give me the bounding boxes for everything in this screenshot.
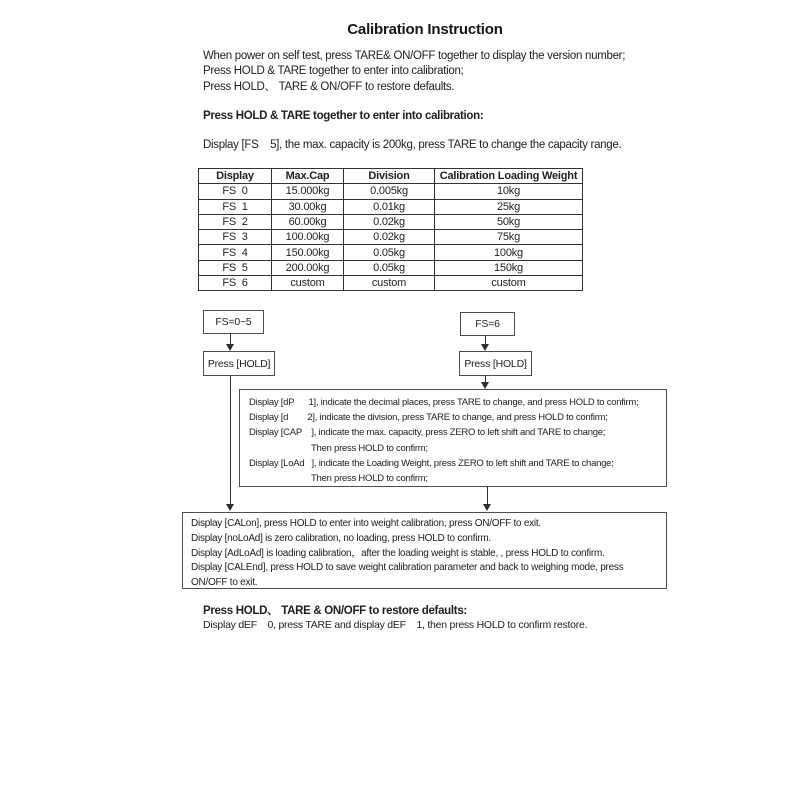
cell: 150kg: [435, 260, 583, 275]
cell: FS 2: [199, 214, 272, 229]
cell: 0.005kg: [344, 184, 435, 199]
custom-box-line: Then press HOLD to confirm;: [311, 442, 428, 454]
down-arrow-icon: [481, 335, 490, 351]
cell: FS 6: [199, 276, 272, 291]
cell: FS 5: [199, 260, 272, 275]
cell: custom: [435, 276, 583, 291]
cell: 150.00kg: [272, 245, 344, 260]
flow-box-press-hold-left: Press [HOLD]: [203, 351, 275, 376]
cell: 200.00kg: [272, 260, 344, 275]
flow-box-fs6: FS=6: [460, 312, 515, 336]
cell: custom: [272, 276, 344, 291]
down-arrow-icon: [226, 333, 235, 351]
table-row: [199, 199, 583, 214]
col-header-maxcap: Max.Cap: [272, 169, 344, 184]
result-box-line: ON/OFF to exit.: [191, 577, 258, 589]
page-title: Calibration Instruction: [347, 21, 503, 38]
cell: 15.000kg: [272, 184, 344, 199]
cell: 60.00kg: [272, 214, 344, 229]
intro-line: Press HOLD & TARE together to enter into calibration;: [203, 65, 464, 78]
cell: 0.05kg: [344, 245, 435, 260]
table-row: [199, 260, 583, 275]
down-arrow-icon: [483, 487, 492, 511]
table-header-row: [199, 169, 583, 184]
col-header-division: Division: [344, 169, 435, 184]
down-arrow-icon: [226, 375, 235, 511]
weight-calibration-box: [182, 512, 667, 589]
result-box-line: Display [AdLoAd] is loading calibration，after the loading weight is stable, , press HOLD to confirm.: [191, 547, 605, 559]
cell: 100kg: [435, 245, 583, 260]
cell: FS 4: [199, 245, 272, 260]
flow-box-press-hold-right: Press [HOLD]: [459, 351, 532, 376]
cell: custom: [344, 276, 435, 291]
result-box-line: Display [CALon], press HOLD to enter into weight calibration, press ON/OFF to exit.: [191, 518, 541, 529]
custom-parameter-box: [239, 389, 667, 487]
flow-box-fs05: FS=0~5: [203, 310, 264, 334]
down-arrow-icon: [481, 375, 490, 389]
cell: 100.00kg: [272, 230, 344, 245]
cell: 10kg: [435, 184, 583, 199]
custom-box-line: Display [CAP ], indicate the max. capacity, press ZERO to left shift and TARE to change;: [249, 427, 606, 439]
custom-box-line: Then press HOLD to confirm;: [311, 473, 428, 485]
cell: 25kg: [435, 199, 583, 214]
restore-defaults-heading: Press HOLD、 TARE & ON/OFF to restore defaults:: [203, 605, 467, 617]
cell: 0.02kg: [344, 214, 435, 229]
table-row: [199, 276, 583, 291]
table-row: [199, 184, 583, 199]
cell: FS 1: [199, 199, 272, 214]
intro-line: When power on self test, press TARE& ON/OFF together to display the version number;: [203, 50, 626, 62]
intro-paragraph: [203, 49, 625, 95]
cell: 0.05kg: [344, 260, 435, 275]
capacity-range-note: Display [FS 5], the max. capacity is 200kg, press TARE to change the capacity range.: [203, 139, 622, 151]
cell: 50kg: [435, 214, 583, 229]
restore-defaults-line: Display dEF 0, press TARE and display dEF 1, then press HOLD to confirm restore.: [203, 619, 588, 631]
custom-box-line: Display [d 2], indicate the division, press TARE to change, and press HOLD to confirm;: [249, 412, 608, 424]
col-header-display: Display: [199, 169, 272, 184]
custom-box-line: Display [LoAd ], indicate the Loading Weight, press ZERO to left shift and TARE to change;: [249, 457, 614, 469]
cell: 75kg: [435, 230, 583, 245]
cell: 0.02kg: [344, 230, 435, 245]
calibration-section-heading: Press HOLD & TARE together to enter into calibration:: [203, 110, 484, 122]
intro-line: Press HOLD、 TARE & ON/OFF to restore defaults.: [203, 80, 455, 93]
cell: FS 0: [199, 184, 272, 199]
cell: FS 3: [199, 230, 272, 245]
cell: 0.01kg: [344, 199, 435, 214]
table-row: [199, 214, 583, 229]
col-header-loading-weight: Calibration Loading Weight: [435, 169, 583, 184]
custom-box-line: Display [dP 1], indicate the decimal places, press TARE to change, and press HOLD to confirm;: [249, 397, 639, 408]
cell: 30.00kg: [272, 199, 344, 214]
result-box-line: Display [noLoAd] is zero calibration, no loading, press HOLD to confirm.: [191, 532, 491, 544]
table-row: [199, 230, 583, 245]
capacity-table: [198, 168, 583, 291]
result-box-line: Display [CALEnd], press HOLD to save weight calibration parameter and back to weighing mode, press: [191, 562, 624, 574]
table-row: [199, 245, 583, 260]
